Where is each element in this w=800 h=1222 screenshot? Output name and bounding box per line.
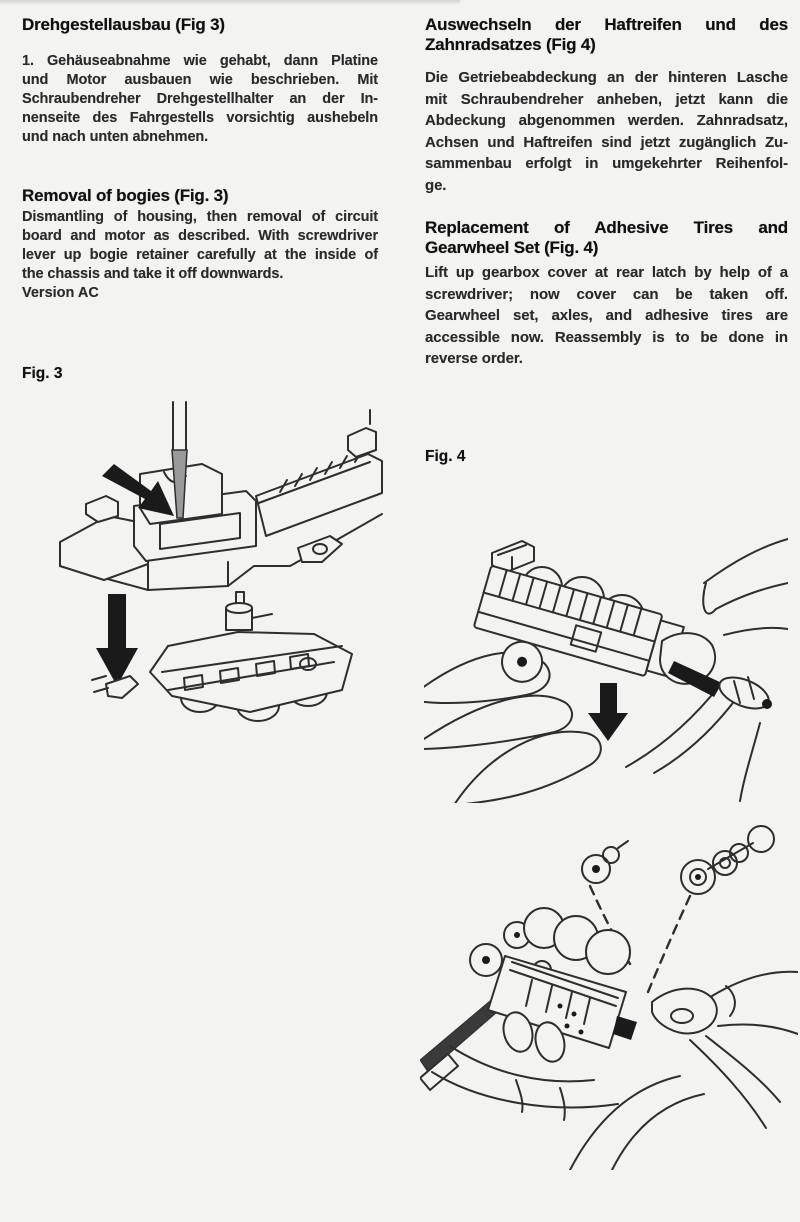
right-column	[425, 15, 788, 466]
paragraph-english-bogie-removal: Dismantling of housing, then removal of circuit board and motor as described. With screwdriver lever up bogie retainer carefully at the inside of the chassis and take it off downwards.	[22, 209, 378, 282]
heading-german-tire-replacement: Auswechseln der Haftreifen und des Zahnradsatzes (Fig 4)	[425, 15, 788, 54]
removal-path-dashed-line	[648, 896, 690, 992]
fig4-top-drawing-gearbox-cover	[424, 533, 788, 803]
heading-english-bogie-removal: Removal of bogies (Fig. 3)	[22, 186, 229, 205]
figure-4-label: Fig. 4	[425, 447, 466, 465]
scan-edge-artifact	[0, 0, 460, 5]
down-arrow-icon	[588, 683, 628, 741]
heading-english-tire-replacement: Replacement of Adhesive Tires and Gearwheel Set (Fig. 4)	[425, 218, 788, 257]
exploded-gear-part	[582, 841, 628, 883]
gearbox-with-wheels-illustration	[470, 908, 637, 1065]
screwdriver-icon	[668, 661, 773, 715]
paragraph-english-tire-replacement: Lift up gearbox cover at rear latch by help of a screwdriver; now cover can be taken off. Gearwheel set, axles, and adhesive tires are accessible now. Reassembly is to be done in reverse order.	[425, 264, 788, 367]
fig3-drawing-bogie-removal	[52, 396, 390, 750]
version-note: Version AC	[22, 285, 99, 301]
left-hand-illustration	[432, 1046, 704, 1170]
figure-3-label: Fig. 3	[22, 365, 63, 382]
fig4-bottom-drawing-gearwheel-set	[420, 808, 798, 1170]
chassis-illustration	[60, 410, 382, 590]
exploded-wheelset-parts	[681, 826, 774, 894]
heading-german-bogie-removal: Drehgestellausbau (Fig 3)	[22, 15, 225, 34]
paragraph-german-tire-replacement: Die Getriebeabdeckung an der hinteren Lasche mit Schraubendreher anheben, jetzt kann die Abdeckung abgenommen werden. Zahnradsatz, Achsen und Haftreifen sind jetzt zugänglich Zu- sammenbau erfolgt in umgekehrter Reihenfol- ge.	[425, 69, 788, 194]
down-arrow-icon	[96, 594, 138, 686]
left-column	[22, 15, 378, 383]
paragraph-german-bogie-removal: 1. Gehäuseabnahme wie gehabt, dann Platine und Motor ausbauen wie beschrieben. Mit Schraubendreher Drehgestellhalter an der In- nenseite des Fahrgestells vorsichtig aushebeln und nach unten abnehmen.	[22, 53, 378, 145]
